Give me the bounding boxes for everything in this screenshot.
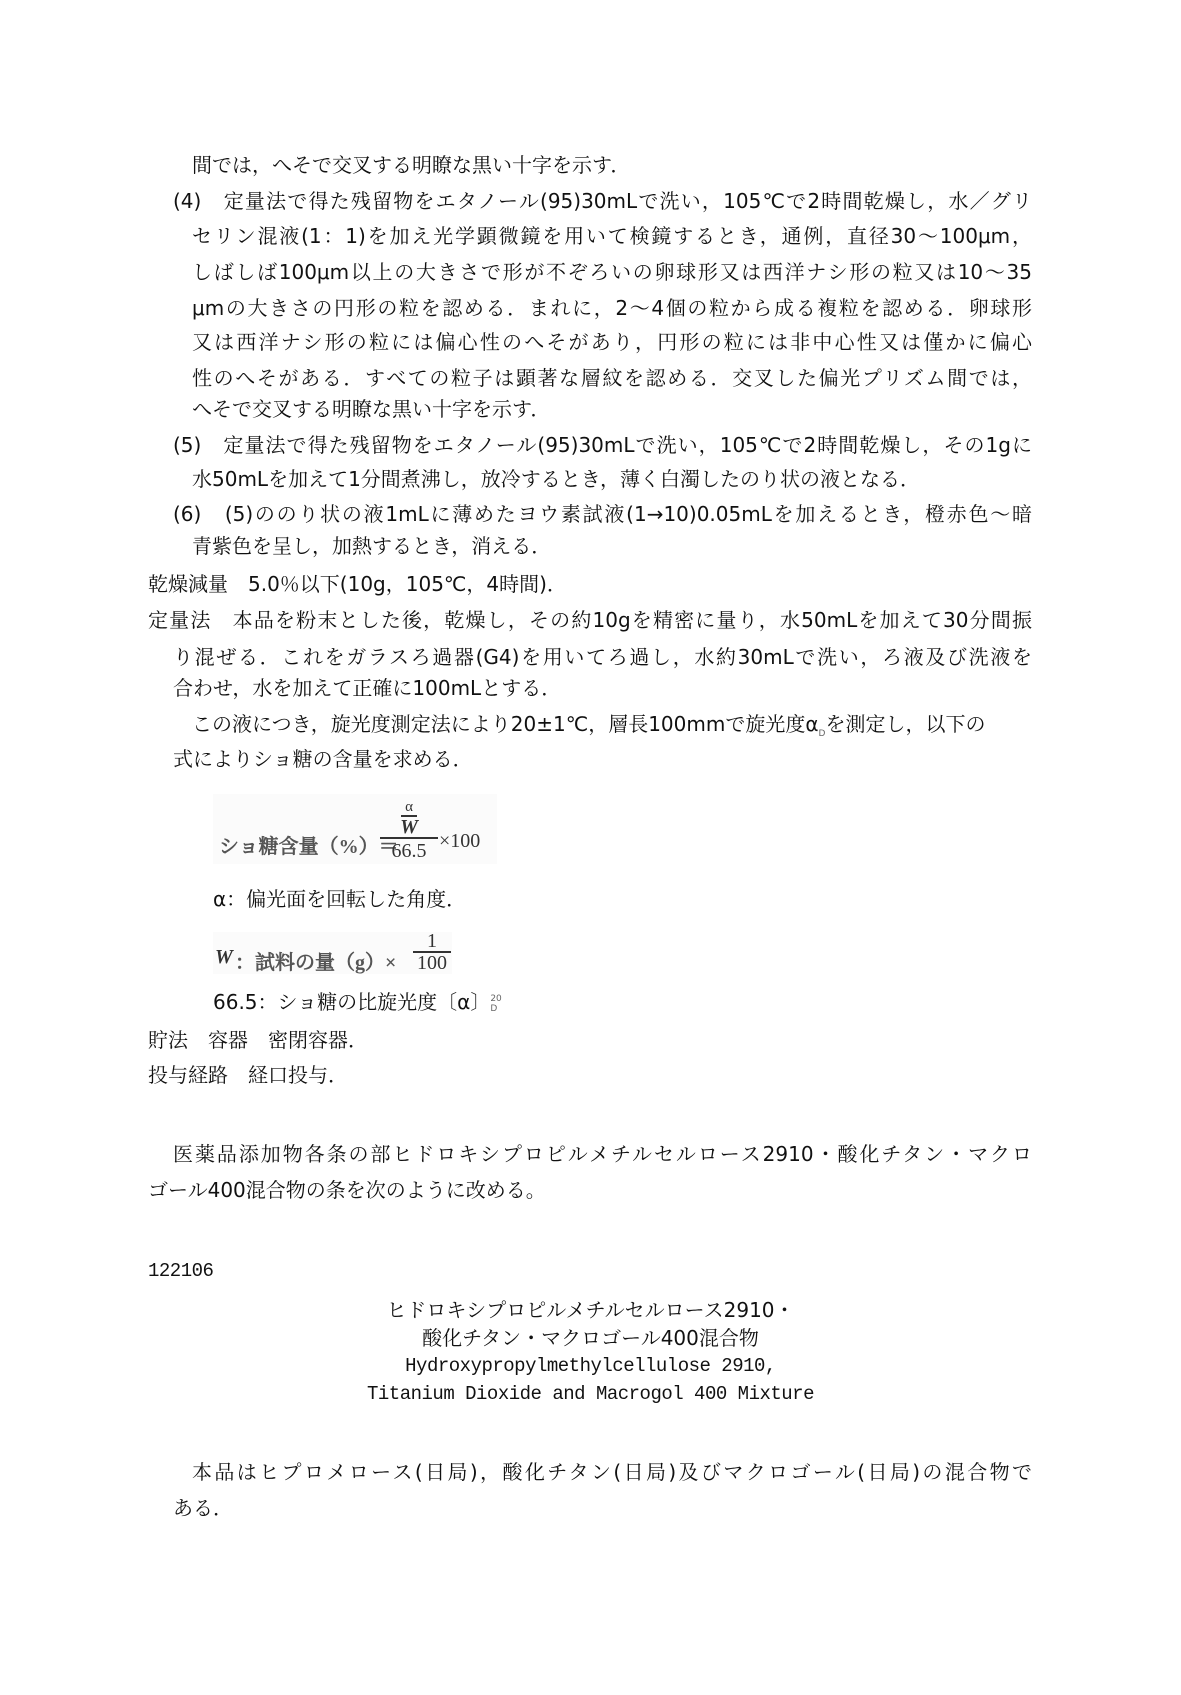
formula-fraction — [380, 794, 438, 863]
rotation-text: 66.5：ショ糖の比旋光度〔α〕 — [213, 990, 491, 1014]
text-line: へそで交叉する明瞭な黒い十字を示す． — [192, 397, 551, 421]
subscript: D — [818, 729, 826, 739]
text-line: (5) 定量法で得た残留物をエタノール(95)30mLで洗い，105℃で2時間乾燥し，その1gに — [173, 433, 1032, 457]
text-line: μmの大きさの円形の粒を認める．まれに，2～4個の粒から成る複粒を認める．卵球形 — [192, 296, 1032, 320]
text-line: 又は西洋ナシ形の粒には偏心性のへそがあり，円形の粒には非中心性又は僅かに偏心 — [192, 330, 1032, 354]
text-line: しばしば100μm以上の大きさで形が不ぞろいの卵球形又は西洋ナシ形の粒又は10～35 — [192, 260, 1032, 284]
title-en: Hydroxypropylmethylcellulose 2910, — [405, 1355, 776, 1377]
formula-label: ショ糖含量（%）＝ — [219, 836, 399, 858]
amendment-line: 医薬品添加物各条の部ヒドロキシプロピルメチルセルロース2910・酸化チタン・マクロ — [173, 1142, 1032, 1166]
formula-sucrose-content — [213, 794, 497, 864]
assay-line: 式によりショ糖の含量を求める． — [173, 747, 473, 771]
storage: 貯法 容器 密閉容器． — [148, 1028, 368, 1052]
w-label: ：試料の量（g）× — [235, 952, 397, 974]
rotation-definition — [213, 990, 502, 1014]
title-ja: ヒドロキシプロピルメチルセルロース2910・ — [386, 1298, 795, 1322]
superscript: 20 — [490, 993, 502, 1004]
assay-line — [192, 712, 1032, 746]
w-fraction — [413, 932, 451, 974]
text-line: 性のへそがある．すべての粒子は顕著な層紋を認める．交叉した偏光プリズム間では， — [192, 366, 1032, 390]
formula-mid: W — [400, 816, 418, 838]
w-den: 100 — [413, 951, 451, 974]
assay-line: 合わせ，水を加えて正確に100mLとする． — [173, 676, 562, 700]
text-line: セリン混液(1：1)を加え光学顕微鏡を用いて検鏡するとき，通例，直径30～100μm， — [192, 224, 1032, 248]
description-line: ある． — [173, 1496, 233, 1520]
w-num: 1 — [427, 930, 437, 952]
assay-line: 定量法 本品を粉末とした後，乾燥し，その約10gを精密に量り，水50mLを加えて30分間振 — [148, 608, 1032, 632]
assay-line: り混ぜる．これをガラスろ過器(G4)を用いてろ過し，水約30mLで洗い，ろ液及び洗液を — [173, 645, 1032, 669]
formula-times: ×100 — [439, 830, 481, 852]
text-line: (4) 定量法で得た残留物をエタノール(95)30mLで洗い，105℃で2時間乾燥し，水／グリ — [173, 189, 1032, 213]
assay-text — [192, 712, 985, 746]
loss-on-drying: 乾燥減量 5.0％以下(10g，105℃，4時間)． — [148, 572, 567, 596]
monograph-code: 122106 — [148, 1260, 214, 1282]
assay-text-b: を測定し，以下の — [825, 712, 986, 736]
text-line: 青紫色を呈し，加熱するとき，消える． — [192, 534, 552, 558]
formula-num: α — [401, 799, 417, 817]
text-line: (6) (5)ののり状の液1mLに薄めたヨウ素試液(1→10)0.05mLを加えるとき，橙赤色～暗 — [173, 502, 1032, 526]
w-definition — [213, 932, 452, 974]
alpha-definition: α：偏光面を回転した角度． — [213, 887, 467, 911]
description-line: 本品はヒプロメロース(日局)，酸化チタン(日局)及びマクロゴール(日局)の混合物で — [192, 1460, 1032, 1484]
text-line: 水50mLを加えて1分間煮沸し，放冷するとき，薄く白濁したのり状の液となる． — [192, 467, 920, 491]
rotation-scripts — [490, 994, 501, 1014]
text-line: 間では，へそで交叉する明瞭な黒い十字を示す． — [192, 153, 631, 177]
administration-route: 投与経路 経口投与． — [148, 1063, 348, 1087]
amendment-line: ゴール400混合物の条を次のように改める。 — [148, 1178, 546, 1202]
subscript: D — [490, 1003, 498, 1014]
title-en: Titanium Dioxide and Macrogol 400 Mixture — [367, 1383, 814, 1405]
assay-text-a: この液につき，旋光度測定法により20±1℃，層長100mmで旋光度α — [192, 712, 819, 736]
formula-den: 66.5 — [380, 837, 438, 863]
w-symbol: W — [215, 946, 233, 968]
title-ja: 酸化チタン・マクロゴール400混合物 — [422, 1326, 759, 1350]
